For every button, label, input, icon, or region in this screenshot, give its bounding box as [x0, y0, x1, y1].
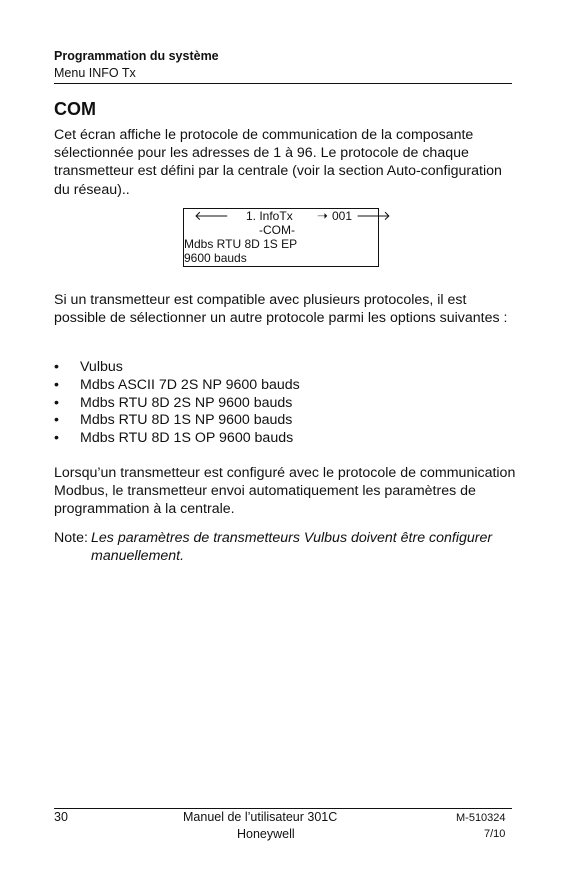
option-label: Mdbs ASCII 7D 2S NP 9600 bauds: [80, 376, 300, 393]
section-title: COM: [54, 99, 96, 119]
manual-title: Manuel de l’utilisateur 301C: [183, 810, 338, 824]
lcd-protocol: Mdbs RTU 8D 1S EP: [184, 237, 298, 251]
modbus-paragraph: Lorsqu’un transmetteur est configuré avec le protocole de communication Modbus, le transmetteur envoi automatiquement les paramètres de programmation à la centrale.: [54, 465, 516, 518]
list-item: [54, 412, 300, 430]
document-number: M-510324: [456, 812, 506, 824]
bullet: •: [54, 412, 59, 429]
intro-paragraph: Cet écran affiche le protocole de communication de la composante sélectionnée pour les adresses de 1 à 96. Le protocole de chaque transmetteur est défini par la centrale (voir la section Auto-configuration du réseau)..: [54, 127, 502, 198]
lcd-baud: 9600 bauds: [184, 251, 247, 265]
lcd-screen-title: -COM-: [259, 223, 295, 237]
lcd-menu-label: 1. InfoTx: [246, 209, 293, 223]
lcd-address: 001: [332, 209, 353, 223]
note-label: Note:: [54, 530, 88, 546]
bullet: •: [54, 359, 59, 375]
bullet: •: [54, 394, 59, 411]
bullet: •: [54, 430, 59, 447]
right-arrow-icon: 🡒: [356, 208, 391, 223]
page-number: 30: [54, 810, 68, 824]
option-label: Mdbs RTU 8D 1S OP 9600 bauds: [80, 430, 294, 447]
note-text-line2: manuellement.: [91, 548, 185, 564]
compat-paragraph: Si un transmetteur est compatible avec plusieurs protocoles, il est possible de sélectionner un autre protocole parmi les options suivantes :: [54, 292, 508, 327]
header-subtitle: Menu INFO Tx: [54, 66, 136, 80]
list-item: [54, 395, 300, 413]
address-arrow-icon: ➝: [317, 208, 328, 223]
lcd-display: [183, 208, 391, 267]
option-label: Vulbus: [80, 359, 123, 375]
bullet: •: [54, 376, 59, 393]
header-divider: [54, 83, 512, 84]
header-title: Programmation du système: [54, 49, 219, 63]
protocol-options-list: [54, 359, 300, 448]
list-item: [54, 359, 300, 377]
footer-divider: [54, 808, 512, 809]
note-text-line1: Les paramètres de transmetteurs Vulbus doivent être configurer: [91, 530, 493, 546]
option-label: Mdbs RTU 8D 1S NP 9600 bauds: [80, 412, 293, 429]
option-label: Mdbs RTU 8D 2S NP 9600 bauds: [80, 394, 293, 411]
document-date: 7/10: [484, 828, 506, 840]
company-name: Honeywell: [237, 827, 295, 841]
list-item: [54, 377, 300, 395]
left-arrow-icon: 🡐: [194, 208, 229, 223]
list-item: [54, 430, 300, 448]
